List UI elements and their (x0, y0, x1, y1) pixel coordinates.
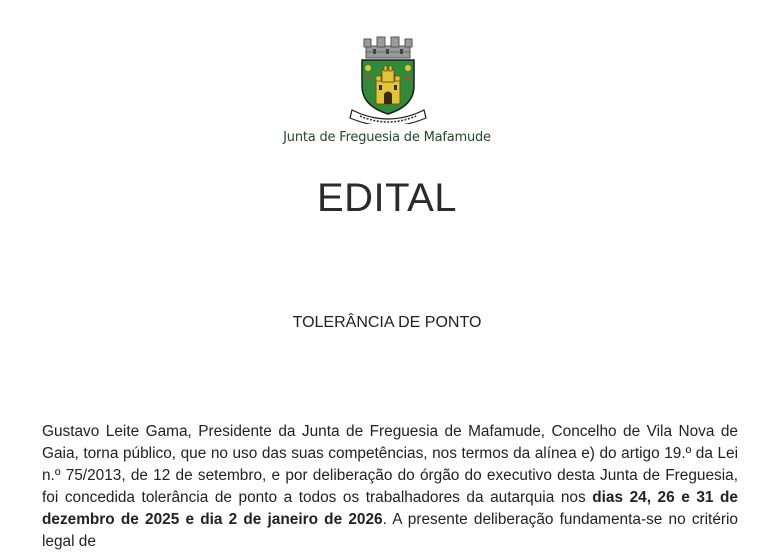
paragraph-text-continued: . A presente deliberação fundamenta-se no critério legal de (42, 511, 738, 550)
document-title: EDITAL (316, 176, 458, 220)
paragraph-dates-bold: dias 24, 26 e 31 de dezembro de 2025 e dia 2 de janeiro de 2026 (42, 489, 738, 528)
coat-of-arms-icon (346, 36, 430, 124)
body-paragraph (42, 421, 738, 553)
paragraph-text-start: Gustavo Leite Gama, Presidente da Junta de Freguesia de Mafamude, Concelho de Vila Nova de Gaia, torna público, que no uso das suas competências, nos termos da alínea e) do artigo 19.º da Lei n.º 75/2013, de 12 de setembro, e por deliberação do órgão do executivo desta Junta de Freguesia, foi concedida tolerância de ponto a todos os trabalhadores da autarquia nos (42, 423, 738, 506)
document-subject: TOLERÂNCIA DE PONTO (292, 314, 482, 331)
organization-name: Junta de Freguesia de Mafamude (283, 130, 491, 145)
